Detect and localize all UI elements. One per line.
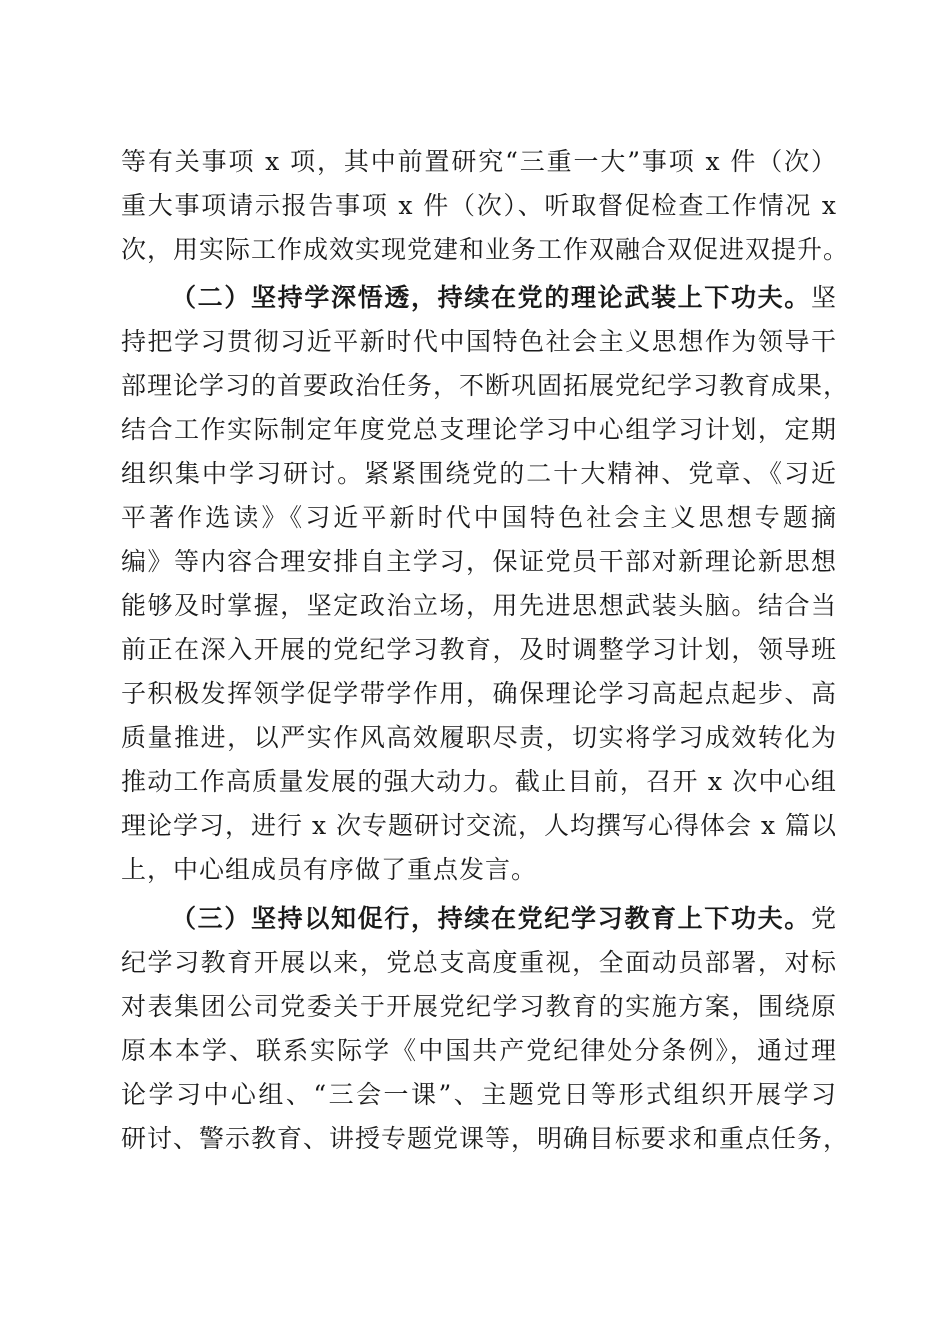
text-line: 前正在深入开展的党纪学习教育，及时调整学习计划，领导班 (121, 635, 837, 664)
text-line: 结合工作实际制定年度党总支理论学习中心组学习计划，定期 (121, 415, 837, 444)
text-line: 研讨、警示教育、讲授专题党课等，明确目标要求和重点任务， (121, 1124, 850, 1153)
text-line: 论学习中心组、“三会一课”、主题党日等形式组织开展学习 (121, 1080, 837, 1109)
text-line: 平著作选读》《习近平新时代中国特色社会主义思想专题摘 (121, 503, 837, 532)
text-line: 质量推进，以严实作风高效履职尽责，切实将学习成效转化为 (121, 723, 837, 752)
text-line: 编》等内容合理安排自主学习，保证党员干部对新理论新思想 (121, 547, 837, 576)
paragraph-heading-line (171, 899, 837, 939)
heading-line-rest: 党 (810, 904, 837, 933)
text-line: 上，中心组成员有序做了重点发言。 (121, 855, 538, 884)
text-line: 能够及时掌握，坚定政治立场，用先进思想武装头脑。结合当 (121, 591, 837, 620)
text-line: 部理论学习的首要政治任务，不断巩固拓展党纪学习教育成果， (121, 371, 850, 400)
section-heading-3: （三）坚持以知促行，持续在党纪学习教育上下功夫。 (171, 904, 811, 933)
text-line: 原本本学、联系实际学《中国共产党纪律处分条例》，通过理 (121, 1036, 837, 1065)
text-line: 次，用实际工作成效实现党建和业务工作双融合双促进双提升。 (121, 235, 850, 264)
text-line: 持把学习贯彻习近平新时代中国特色社会主义思想作为领导干 (121, 327, 837, 356)
text-line: 推动工作高质量发展的强大动力。截止目前，召开 x 次中心组 (121, 767, 837, 796)
text-line: 重大事项请示报告事项 x 件（次）、听取督促检查工作情况 x (121, 191, 837, 220)
paragraph-heading-line (171, 278, 837, 318)
heading-line-rest: 坚 (810, 283, 837, 312)
text-line: 等有关事项 x 项，其中前置研究“三重一大”事项 x 件（次） (121, 147, 837, 176)
section-heading-2: （二）坚持学深悟透，持续在党的理论武装上下功夫。 (171, 283, 811, 312)
text-line: 对表集团公司党委关于开展党纪学习教育的实施方案，围绕原 (121, 992, 837, 1021)
text-line: 子积极发挥领学促学带学作用，确保理论学习高起点起步、高 (121, 679, 837, 708)
text-line: 组织集中学习研讨。紧紧围绕党的二十大精神、党章、《习近 (121, 459, 837, 488)
text-line: 纪学习教育开展以来，党总支高度重视，全面动员部署，对标 (121, 948, 837, 977)
text-line: 理论学习，进行 x 次专题研讨交流，人均撰写心得体会 x 篇以 (121, 811, 837, 840)
